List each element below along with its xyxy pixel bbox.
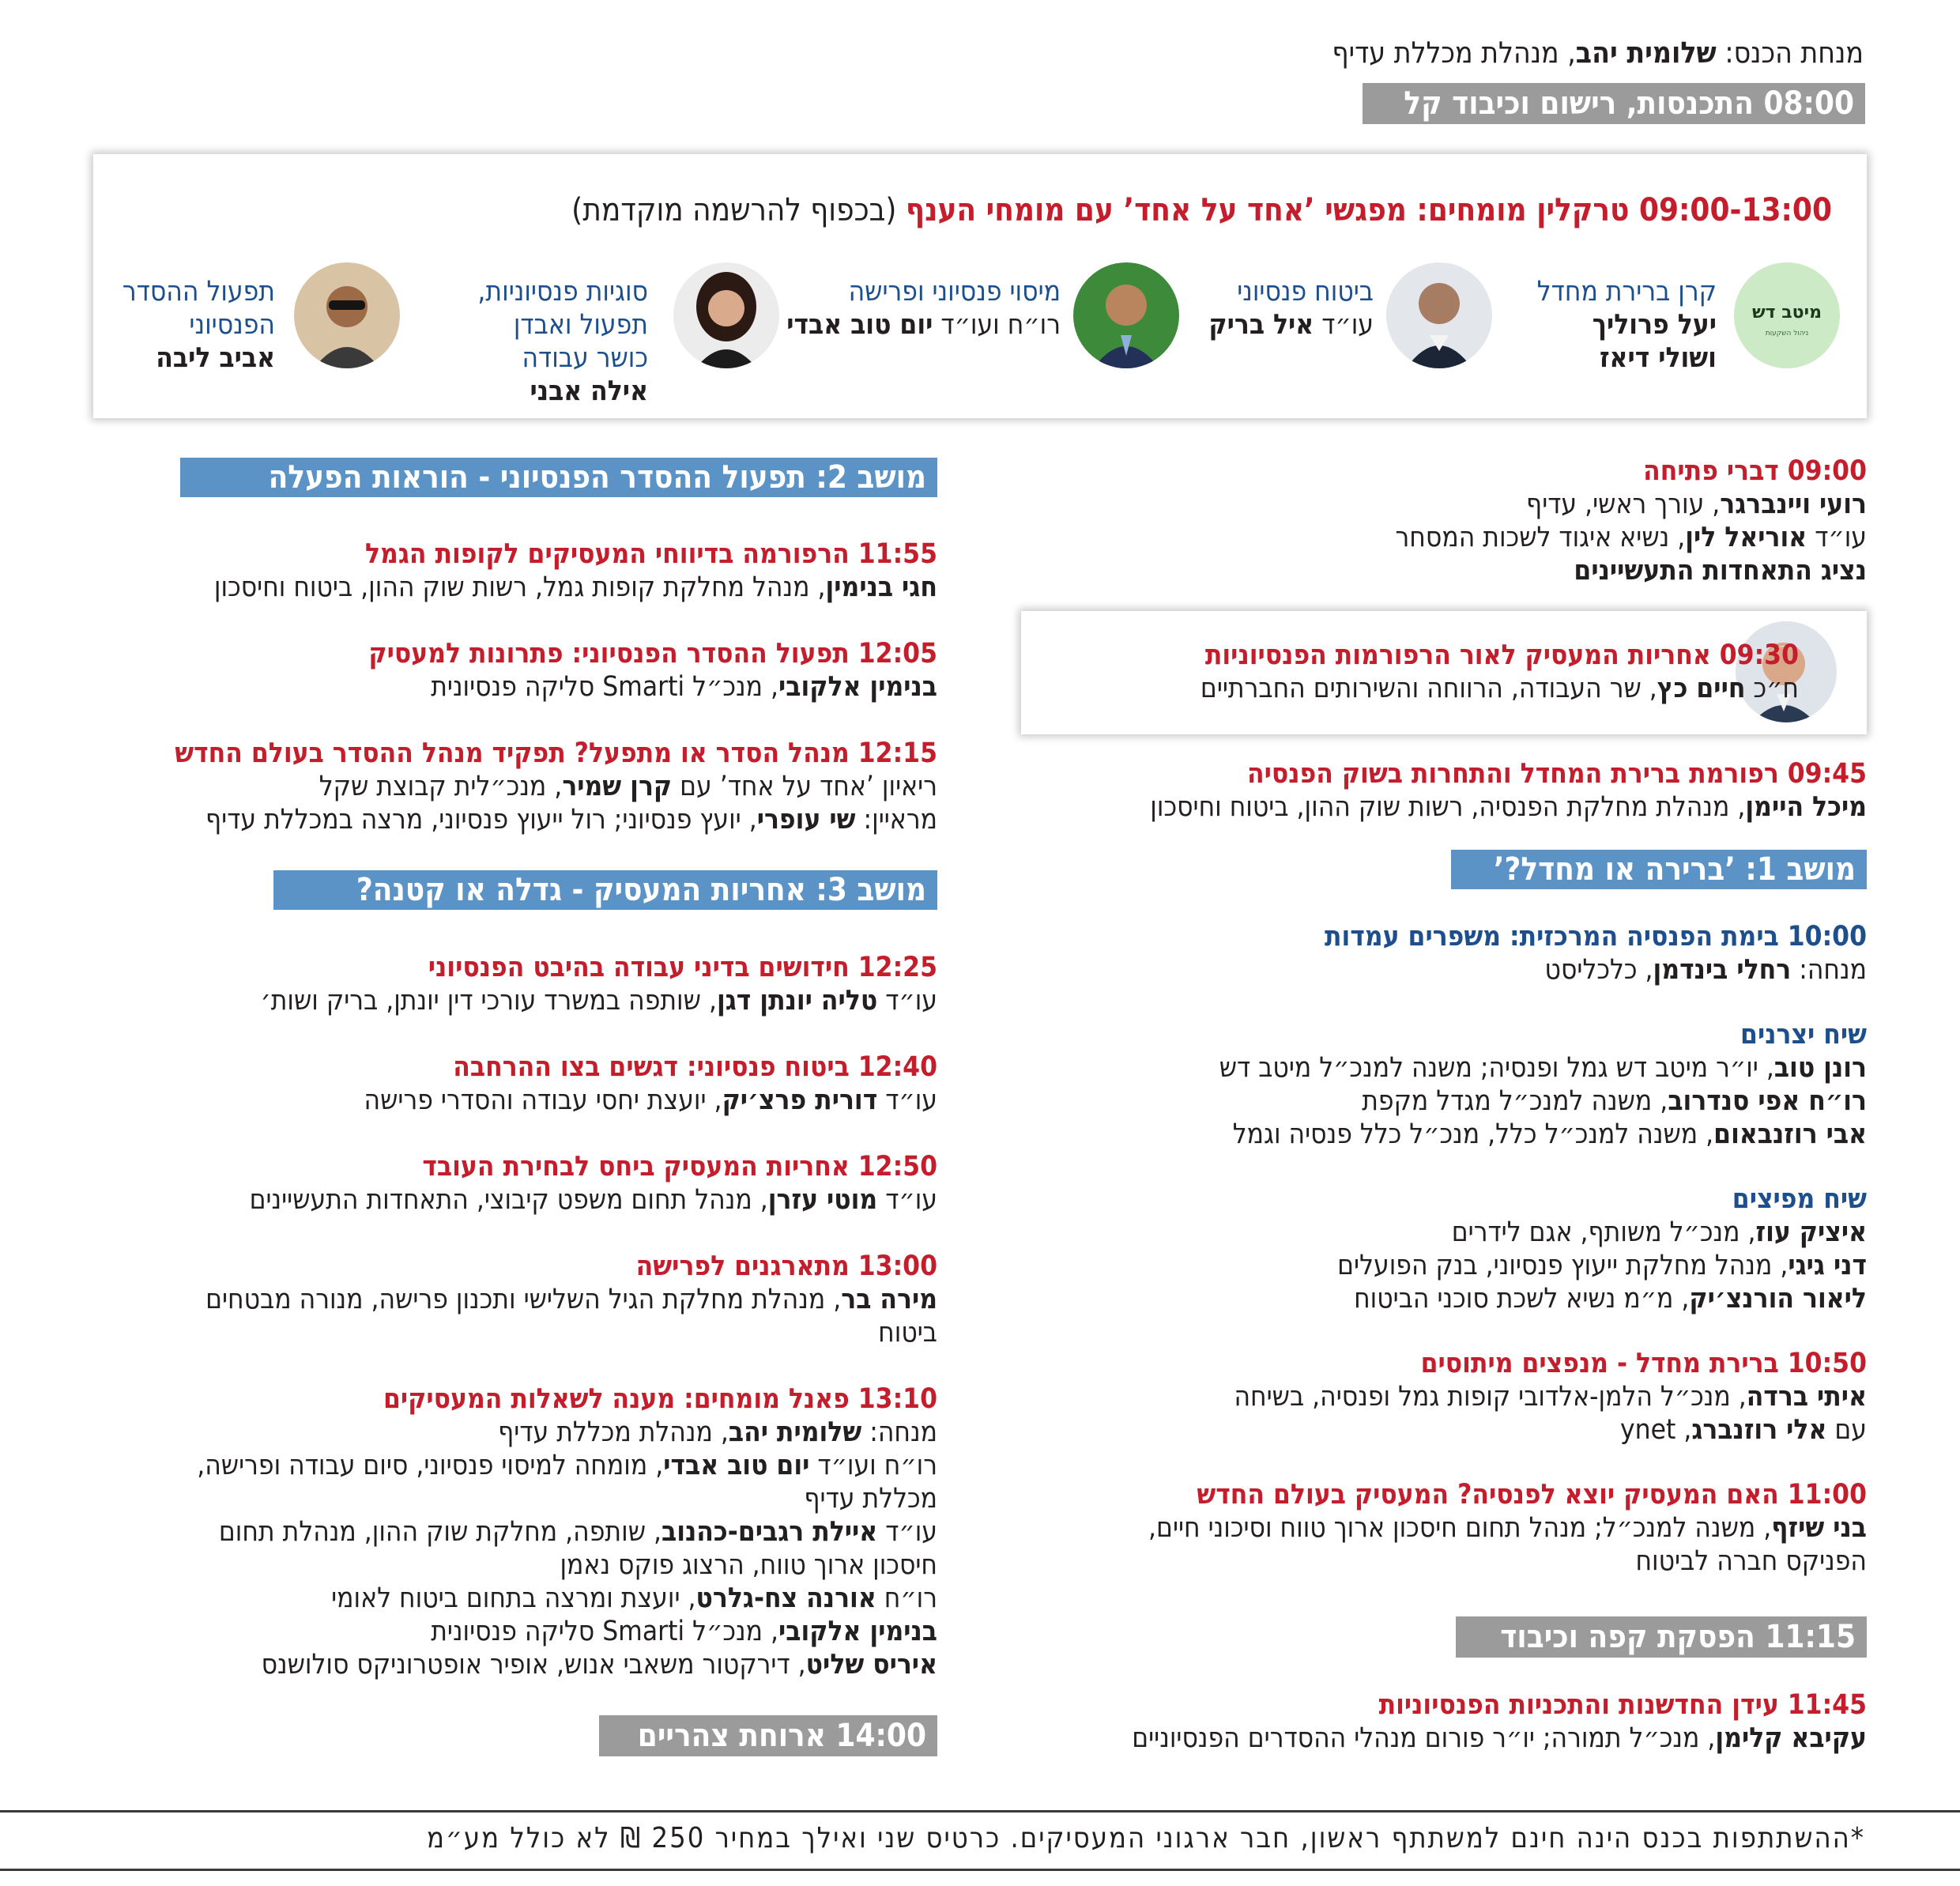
expert-2-area: ביטוח פנסיוני [1237,276,1374,307]
expert-5-photo [294,262,400,368]
right-column [997,455,1867,587]
opening-line-1: רועי ויינברגר, עורך ראשי, עדיף [1526,488,1867,520]
s1250-block [115,1150,937,1216]
expert-2-name: איל בריק [1208,309,1314,341]
s1300-line-1: מירה בר, מנהלת מחלקת הגיל השלישי ותכנון פרישה, מנורה מבטחים [205,1284,937,1315]
s1155-block [115,538,937,604]
minister-title: 09:30 אחריות המעסיק לאור הרפורמות הפנסיוניות [1204,639,1799,671]
reform-title: 09:45 רפורמת ברירת המחדל והתחרות בשוק הפנסיה [1246,758,1867,790]
s1225-block [115,951,937,1017]
central-moderator: מנחה: רחלי בינדמן, כלכליסט [1544,954,1867,986]
distributor-row: ליאור הורנצ׳יק, מ״מ נשיא לשכת סוכני הביטוח [1354,1283,1867,1315]
s1300-title: 13:00 מתארגנים לפרישה [635,1250,937,1282]
s1155-speaker: חגי בנימין, מנהל מחלקת קופות גמל, רשות שוק ההון, ביטוח וחיסכון [213,571,937,603]
s1310-panelist-2: עו״ד איילת רגבים-כהנוב, שותפה, מחלקת שוק ההון, מנהלת תחום [218,1516,937,1548]
s1310-title: 13:10 פאנל מומחים: מענה לשאלות המעסיקים [383,1383,937,1415]
host-suffix: , מנהלת מכללת עדיף [1332,36,1576,70]
s1215-block [115,737,937,836]
host-prefix: מנחת הכנס: [1716,36,1864,70]
opening-line-3: נציג התאחדות התעשיינים [1574,555,1867,587]
logo-text: מיטב דש [1751,303,1822,323]
s1205-block [115,637,937,703]
s1310-panelist-3: רו״ח אורנה צח-גלרט, יועצת ומרצה בתחום ביטוח לאומי [331,1582,937,1614]
producer-row: רונן טוב, יו״ר מיטב דש גמל ופנסיה; משנה למנכ״ל מיטב דש [1219,1052,1867,1084]
opening-title: 09:00 דברי פתיחה [1643,455,1867,487]
s1215-line-2: מראיין: שי עופרי, יועץ פנסיוני; רול ייעוץ פנסיוני, מרצה במכללת עדיף [205,804,937,835]
session-2-band: מושב 2: תפעול ההסדר הפנסיוני - הוראות הפעלה [180,458,937,497]
producers-title: שיח יצרנים [1740,1019,1867,1051]
minister-text [1200,639,1799,705]
producer-row: אבי רוזנבאום, משנה למנכ״ל כלל, מנכ״ל כלל פנסיה וגמל [1232,1118,1867,1150]
right-column-3 [887,920,1867,1578]
expert-4-area-3: כושר עבודה [522,342,648,374]
expert-1-area: קרן ברירת מחדל [1536,276,1717,307]
s1205-title: 12:05 תפעול ההסדר הפנסיוני: פתרונות למעסיק [368,638,937,670]
expert-4-area-1: סוגיות פנסיוניות, [477,276,648,307]
s1225-title: 12:25 חידושים בדיני עבודה בהיבט הפנסיוני [428,952,937,983]
distributors-title: שיח מפיצים [1732,1183,1867,1215]
s1310-panelist-2-cont: חיסכון ארוך טווח, הרצוג פוקס נאמן [560,1549,937,1581]
default-title: 10:50 ברירת מחדל - מנפצים מיתוסים [1420,1348,1867,1379]
expert-5-area-1: תפעול ההסדר [122,276,275,307]
s1310-panelist-1-cont: מכללת עדיף [804,1483,937,1514]
employer-block [887,1478,1867,1578]
s1300-line-2: ביטוח [878,1317,937,1348]
employer-title: 11:00 האם המעסיק יוצא לפנסיה? המעסיק בעולם החדש [1197,1479,1867,1511]
s1310-moderator: מנחה: שלומית יהב, מנהלת מכללת עדיף [498,1416,937,1448]
s1215-line-1: ריאיון ’אחד על אחד’ עם קרן שמיר, מנכ״לית קבוצת שקל [318,771,937,802]
opening-line-2: עו״ד אוריאל לין, נשיא איגוד לשכות המסחר [1395,522,1867,553]
s1205-speaker: בנימין אלקובי, מנכ״ל Smarti סליקה פנסיונית [431,671,937,703]
distributor-row: דני גיגי, מנהל מחלקת ייעוץ פנסיוני, בנק הפועלים [1337,1250,1867,1281]
expert-3-name: יום טוב אבדי [786,309,933,341]
s1310-panelist-5: איריס שליט, דירקטור משאבי אנוש, אופיר אופטרוניקס סולושנס [261,1649,937,1680]
s1250-title: 12:50 אחריות המעסיק ביחס לבחירת העובד [422,1151,937,1183]
producer-row: רו״ח אפי סנדרוב, משנה למנכ״ל מגדל מקפת [1362,1085,1867,1117]
s1240-block [115,1051,937,1117]
expert-5 [122,275,275,375]
reform-block [887,757,1867,824]
expert-3 [786,275,1061,341]
employer-line-1: בני שיזף, משנה למנכ״ל; מנהל תחום חיסכון ארוך טווח וסיכוני חיים, [1148,1512,1867,1544]
expert-5-area-2: הפנסיוני [189,309,275,341]
expert-1 [1537,275,1717,375]
lunch-band: 14:00 ארוחת צהריים [599,1715,937,1756]
expert-5-name: אביב ליבה [156,342,275,374]
host-line [1332,36,1864,70]
session-3-band: מושב 3: אחריות המעסיק - גדלה או קטנה? [273,870,937,910]
distributors-block [887,1183,1867,1315]
reform-speaker: מיכל היימן, מנהלת מחלקת הפנסיה, רשות שוק ההון, ביטוח וחיסכון [1150,791,1867,823]
left-column [115,538,937,836]
innovation-title: 11:45 עידן החדשנות והתכניות הפנסיוניות [1378,1689,1867,1721]
footer-rule-top [0,1810,1960,1812]
s1225-speaker: עו״ד טליה יונתן דגן, שותפה במשרד עורכי דין יונתן, בריק ושות׳ [260,985,937,1017]
right-column-2 [887,757,1867,824]
clinic-note: (בכפוף להרשמה מוקדמת) [571,192,906,228]
clinic-title [571,191,1832,229]
expert-3-photo [1073,262,1179,368]
central-title: 10:00 בימת הפנסיה המרכזית: משפרים עמדות [1325,921,1867,952]
innovation-speaker: עקיבא קלימן, מנכ״ל תמורה; יו״ר פורום מנהלי ההסדרים הפנסיוניים [1132,1722,1867,1754]
clinic-time: 09:00-13:00 [1638,192,1832,228]
expert-1-name-1: יעל פרוליך [1592,309,1717,341]
left-column-2 [115,951,937,1681]
clinic-title-text: טרקלין מומחים: מפגשי ’אחד על אחד’ עם מומחי הענף [905,192,1639,228]
innovation-block [1132,1688,1867,1755]
s1310-panelist-1: רו״ח ועו״ד יום טוב אבדי, מומחה למיסוי פנסיוני, סיום עבודה ופרישה, [197,1450,937,1481]
meitav-dash-logo [1734,262,1840,368]
logo-sub: ניהול השקעות [1765,330,1809,338]
default-line-2: עם אלי רוזנברג, ynet [1620,1414,1867,1446]
s1240-speaker: עו״ד דורית פרצ׳יק, יועצת יחסי עבודה והסדרי פרישה [364,1084,937,1116]
expert-3-prefix: רו״ח ועו״ד [933,309,1061,341]
expert-4-name: אילה אבני [530,375,648,407]
minister-speaker: ח״כ חיים כץ, שר העבודה, הרווחה והשירותים החברתיים [1200,673,1799,704]
default-line-1: איתי ברדה, מנכ״ל הלמן-אלדובי קופות גמל ופנסיה, בשיחה [1234,1381,1867,1413]
s1250-speaker: עו״ד מוטי עזרן, מנהל תחום משפט קיבוצי, התאחדות התעשיינים [249,1184,937,1216]
expert-2 [1208,275,1374,341]
s1310-panelist-4: בנימין אלקובי, מנכ״ל Smarti סליקה פנסיונית [431,1616,937,1647]
footer-rule-bottom [0,1869,1960,1871]
expert-1-name-2: ושולי דיאז [1599,342,1717,374]
s1215-title: 12:15 מנהל הסדר או מתפעל? תפקיד מנהל ההסדר בעולם החדש [175,737,937,769]
distributor-row: איציק עוז, מנכ״ל משותף, אגם לידרים [1451,1216,1867,1248]
s1310-block [115,1382,937,1681]
coffee-band: 11:15 הפסקת קפה וכיבוד [1456,1616,1867,1658]
expert-4-area-2: תפעול ואבדן [513,309,648,341]
default-block [887,1347,1867,1447]
expert-4-photo [673,262,779,368]
registration-band: 08:00 התכנסות, רישום וכיבוד קל [1363,83,1865,124]
expert-2-photo [1386,262,1492,368]
host-name: שלומית יהב [1575,36,1717,70]
employer-line-2: הפניקס חברה לביטוח [1635,1545,1867,1577]
expert-2-prefix: עו״ד [1314,309,1374,341]
footer-note: *ההשתתפות בכנס הינה חינם למשתתף ראשון, חבר ארגוני המעסיקים. כרטיס שני ואילך במחיר 250 ₪ לא כולל מע״מ [427,1822,1865,1854]
s1155-title: 11:55 הרפורמה בדיווחי המעסיקים לקופות הגמל [365,538,937,570]
expert-3-area: מיסוי פנסיוני ופרישה [848,276,1061,307]
session-1-band: מושב 1: ’ברירה או מחדל?’ [1451,850,1867,889]
s1300-block [115,1250,937,1349]
opening-block [997,455,1867,587]
central-block [887,920,1867,986]
producers-block [887,1018,1867,1151]
expert-4 [477,275,648,408]
s1240-title: 12:40 ביטוח פנסיוני: דגשים בצו ההרחבה [453,1051,937,1083]
